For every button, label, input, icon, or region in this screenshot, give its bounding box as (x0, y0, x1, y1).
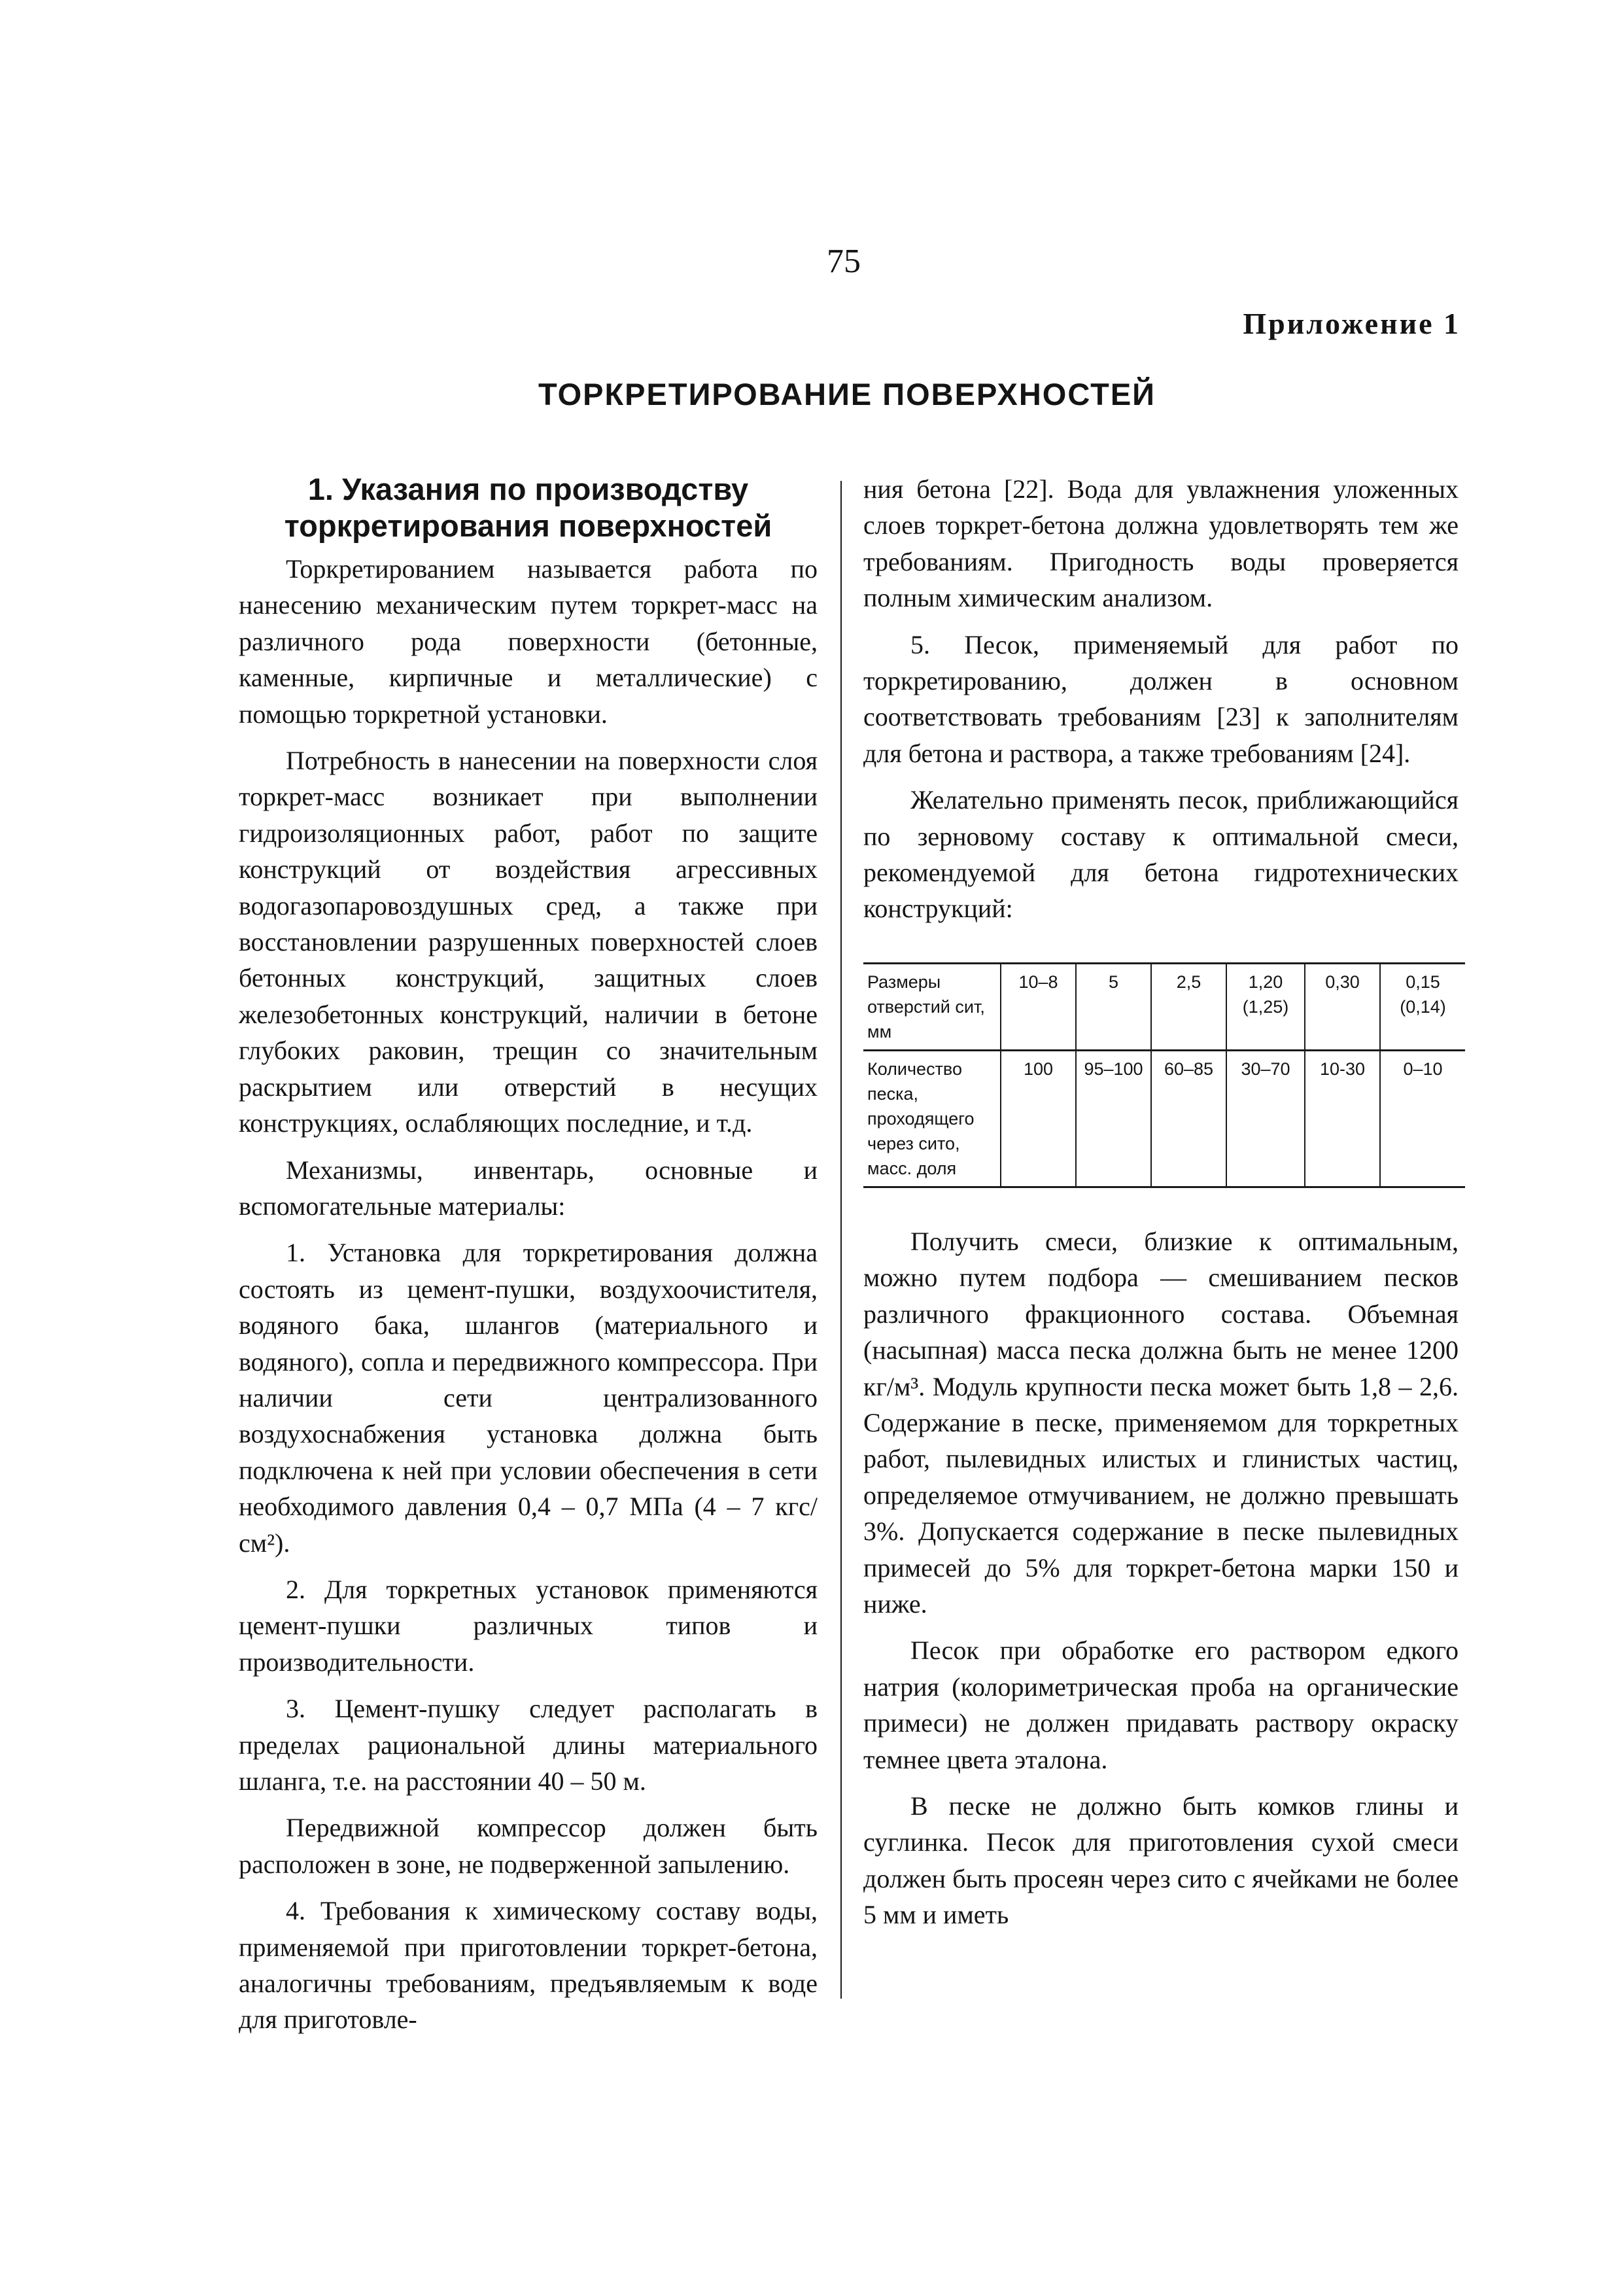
right-column (863, 471, 1459, 1933)
paragraph: Потребность в нанесении на поверхности слоя торкрет-масс возникает при выполнении гидроизоляционных работ, работ по защите конструкций от воздействия агрессивных водогазопаровоздушных сред, а также при восстановлении разрушенных поверхностей слоев бетонных конструкций, защитных слоев железобетонных конструкций, наличии в бетоне глубоких раковин, трещин со значительным раскрытием или отверстий в несущих конструкциях, ослабляющих последние, и т.д. (239, 746, 818, 1138)
table-row (863, 963, 1465, 1050)
table-cell: 0–10 (1403, 1059, 1443, 1079)
table-cell: 95–100 (1076, 1050, 1151, 1187)
table-row-label: Количество песка, проходящего через сито, масс. доля (863, 1050, 1001, 1187)
left-column (239, 471, 818, 2038)
column-divider (840, 481, 842, 1999)
table-cell: 5 (1076, 963, 1151, 1050)
paragraph: Торкретированием называется работа по нанесению механическим путем торкрет-масс на различного рода поверхности (бетонные, каменные, кирпичные и металлические) с помощью торкретной установки. (239, 554, 818, 729)
sand-grading-table (863, 962, 1465, 1188)
table-cell: 0,15 (0,14) (1400, 972, 1446, 1017)
paragraph: 3. Цемент-пушку следует располагать в пределах рациональной длины материального шланга, т.е. на расстоянии 40 – 50 м. (239, 1694, 818, 1796)
table-cell: 2,5 (1151, 963, 1226, 1050)
paragraph: Получить смеси, близкие к оптимальным, можно путем подбора — смешиванием песков различного фракционного состава. Объемная (насыпная) масса песка должна быть не менее 1200 кг/м³. Модуль крупности песка может быть 1,8 – 2,6. Содержание в песке, применяемом для торкретных работ, пылевидных илистых и глинистых частиц, определяемое отмучиванием, не должно превышать 3%. Допускается содержание в песке пылевидных примесей до 5% для торкрет-бетона марки 150 и ниже. (863, 1226, 1459, 1619)
table-cell: 10-30 (1305, 1050, 1380, 1187)
paragraph: Передвижной компрессор должен быть расположен в зоне, не подверженной запылению. (239, 1813, 818, 1879)
paragraph: ния бетона [22]. Вода для увлажнения уложенных слоев торкрет-бетона должна удовлетворять тем же требованиям. Пригодность воды проверяется полным химическим анализом. (863, 474, 1459, 613)
section-heading (239, 471, 818, 544)
paragraph: Механизмы, инвентарь, основные и вспомогательные материалы: (239, 1155, 818, 1221)
appendix-label: Приложение 1 (1243, 307, 1460, 340)
paragraph: 1. Установка для торкретирования должна состоять из цемент-пушки, воздухоочистителя, водяного бака, шлангов (материального и водяного), сопла и передвижного компрессора. При наличии сети централизованного воздухоснабжения установка должна быть подключена к ней при условии обеспечения в сети необходимого давления 0,4 – 0,7 МПа (4 – 7 кгс/см²). (239, 1238, 818, 1558)
table-row (863, 1050, 1465, 1187)
table-cell: 1,20 (1,25) (1226, 963, 1305, 1050)
table-cell: 30–70 (1226, 1050, 1305, 1187)
document-title: ТОРКРЕТИРОВАНИЕ ПОВЕРХНОСТЕЙ (538, 377, 1156, 412)
section-heading-line2: торкретирования поверхностей (284, 508, 772, 543)
page-number: 75 (827, 243, 861, 280)
table-cell: 100 (1001, 1050, 1076, 1187)
section-heading-line1: 1. Указания по производству (307, 472, 749, 506)
paragraph: 2. Для торкретных установок применяются цемент-пушки различных типов и производительности. (239, 1574, 818, 1677)
paragraph: 4. Требования к химическому составу воды, применяемой при приготовлении торкрет-бетона, аналогичны требованиям, предъявляемым к воде для приготовле- (239, 1896, 818, 2035)
paragraph: Желательно применять песок, приближающийся по зерновому составу к оптимальной смеси, рекомендуемой для бетона гидротехнических конструкций: (863, 785, 1459, 924)
table-cell: 60–85 (1151, 1050, 1226, 1187)
table-row-label: Размеры отверстий сит, мм (863, 963, 1001, 1050)
table-cell: 0,30 (1305, 963, 1380, 1050)
paragraph: 5. Песок, применяемый для работ по торкретированию, должен в основном соответствовать требованиям [23] к заполнителям для бетона и раствора, а также требованиям [24]. (863, 629, 1459, 768)
paragraph: Песок при обработке его раствором едкого натрия (колориметрическая проба на органические примеси) не должен придавать раствору окраску темнее цвета эталона. (863, 1636, 1459, 1774)
table-cell: 10–8 (1001, 963, 1076, 1050)
paragraph: В песке не должно быть комков глины и суглинка. Песок для приготовления сухой смеси должен быть просеян через сито с ячейками не более 5 мм и иметь (863, 1791, 1459, 1930)
